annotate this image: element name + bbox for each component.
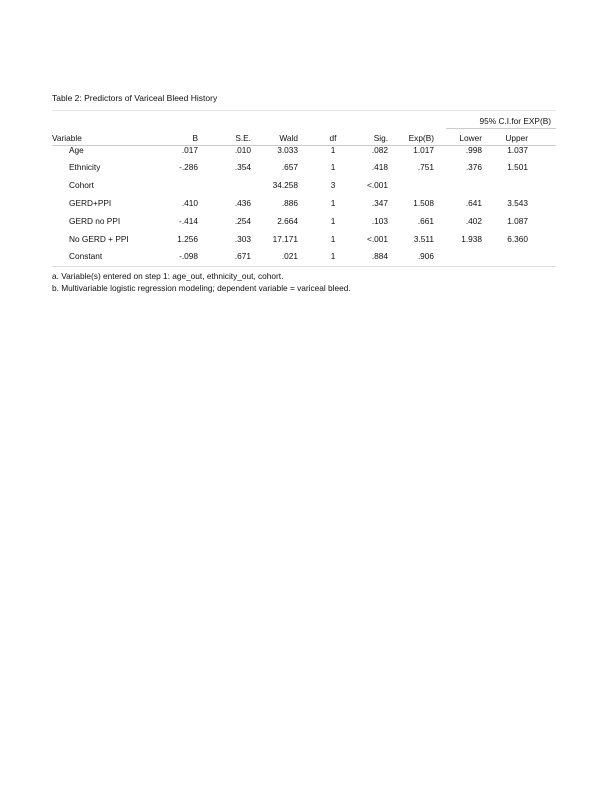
table-cell: .906 (417, 251, 434, 261)
table-cell: GERD no PPI (69, 216, 121, 226)
table-cell: 3.543 (507, 198, 528, 208)
column-header: S.E. (235, 133, 251, 143)
table-cell: -.414 (179, 216, 198, 226)
ci-header: 95% C.I.for EXP(B) (479, 116, 551, 126)
footnote-b: b. Multivariable logistic regression modeling; dependent variable = variceal bleed. (52, 283, 351, 293)
table-cell: .010 (234, 145, 251, 155)
table-cell: 1 (330, 162, 336, 172)
table-cell: Age (69, 145, 84, 155)
table-cell: -.098 (179, 251, 198, 261)
table-cell: .671 (234, 251, 251, 261)
column-header: Wald (279, 133, 298, 143)
table-cell: .254 (234, 216, 251, 226)
table-cell: 3 (330, 180, 336, 190)
table-cell: 1 (330, 198, 336, 208)
column-header: Lower (459, 133, 482, 143)
table-cell: .751 (417, 162, 434, 172)
table-cell: .657 (281, 162, 298, 172)
table-title: Table 2: Predictors of Variceal Bleed History (52, 93, 218, 103)
table-cell: .661 (417, 216, 434, 226)
table-cell: 1.087 (507, 216, 528, 226)
table-cell: Cohort (69, 180, 94, 190)
table-cell: 1 (330, 145, 336, 155)
table-cell: 1.037 (507, 145, 528, 155)
divider (446, 128, 556, 129)
table-cell: Ethnicity (69, 162, 101, 172)
table-cell: Constant (69, 251, 103, 261)
table-cell: -.286 (179, 162, 198, 172)
table-cell: 34.258 (272, 180, 298, 190)
table-cell: 1 (330, 216, 336, 226)
table-cell: .017 (181, 145, 198, 155)
table-cell: .884 (371, 251, 388, 261)
column-header: Sig. (373, 133, 388, 143)
table-cell: <.001 (367, 234, 388, 244)
table-cell: 3.511 (413, 234, 434, 244)
table-cell: 2.664 (277, 216, 298, 226)
table-cell: 1.256 (177, 234, 198, 244)
table-cell: 1.508 (413, 198, 434, 208)
table-cell: .410 (181, 198, 198, 208)
table-cell: 1 (330, 234, 336, 244)
footnote-a: a. Variable(s) entered on step 1: age_out, ethnicity_out, cohort. (52, 271, 284, 281)
table-cell: 6.360 (507, 234, 528, 244)
table-cell: .402 (465, 216, 482, 226)
column-header: B (192, 133, 198, 143)
column-header: Variable (52, 133, 82, 143)
table-cell: 1.938 (461, 234, 482, 244)
table-cell: .641 (465, 198, 482, 208)
table-cell: .347 (371, 198, 388, 208)
column-header: Exp(B) (408, 133, 434, 143)
table-cell: <.001 (367, 180, 388, 190)
table-cell: .354 (234, 162, 251, 172)
table-cell: GERD+PPI (69, 198, 112, 208)
table-cell: .886 (281, 198, 298, 208)
divider (52, 266, 556, 267)
table-cell: .021 (281, 251, 298, 261)
table-cell: .436 (234, 198, 251, 208)
divider (52, 110, 556, 111)
table-cell: 1.501 (507, 162, 528, 172)
table-cell: 1 (330, 251, 336, 261)
column-header: df (329, 133, 337, 143)
column-header: Upper (505, 133, 528, 143)
table-cell: 17.171 (272, 234, 298, 244)
table-cell: 3.033 (277, 145, 298, 155)
table-cell: .082 (371, 145, 388, 155)
table-cell: .376 (465, 162, 482, 172)
table-cell: .303 (234, 234, 251, 244)
table-cell: .103 (371, 216, 388, 226)
table-cell: 1.017 (413, 145, 434, 155)
table-cell: .998 (465, 145, 482, 155)
table-cell: No GERD + PPI (69, 234, 129, 244)
table-cell: .418 (371, 162, 388, 172)
